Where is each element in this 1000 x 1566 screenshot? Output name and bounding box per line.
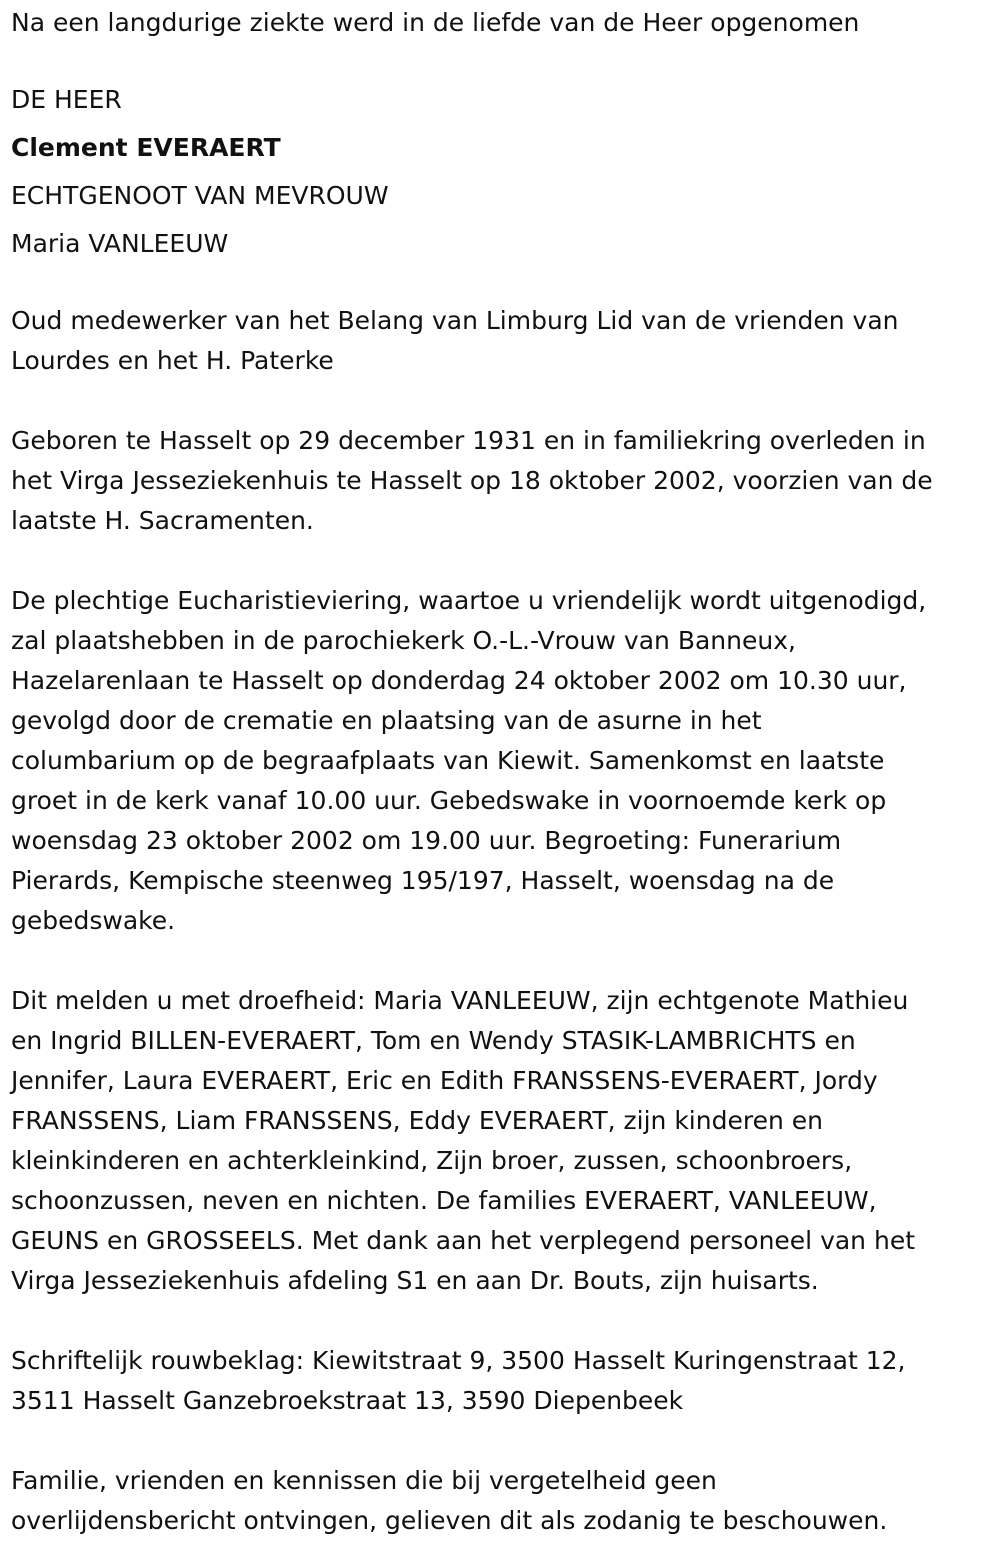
paragraph-line: Lourdes en het H. Paterke [11,346,334,375]
paragraph-line: Virga Jesseziekenhuis afdeling S1 en aan Dr. Bouts, zijn huisarts. [11,1266,819,1295]
affiliation-paragraph [11,301,1000,381]
paragraph-line: Hazelarenlaan te Hasselt op donderdag 24 oktober 2002 om 10.30 uur, [11,666,907,695]
paragraph-line: gevolgd door de crematie en plaatsing van de asurne in het [11,706,762,735]
paragraph-line: overlijdensbericht ontvingen, gelieven dit als zodanig te beschouwen. [11,1506,888,1535]
spouse-label: ECHTGENOOT VAN MEVROUW [11,181,389,210]
spacer [11,381,1000,421]
paragraph-line: Familie, vrienden en kennissen die bij vergetelheid geen [11,1466,717,1495]
intro-line: Na een langdurige ziekte werd in de liefde van de Heer opgenomen [11,8,860,37]
spacer [11,268,1000,301]
paragraph-line: Jennifer, Laura EVERAERT, Eric en Edith FRANSSENS-EVERAERT, Jordy [11,1066,878,1095]
paragraph-line: De plechtige Eucharistieviering, waartoe u vriendelijk wordt uitgenodigd, [11,586,927,615]
paragraph-line: Oud medewerker van het Belang van Limburg Lid van de vrienden van [11,306,899,335]
paragraph-line: Pierards, Kempische steenweg 195/197, Hasselt, woensdag na de [11,866,835,895]
paragraph-line: GEUNS en GROSSEELS. Met dank aan het verplegend personeel van het [11,1226,916,1255]
spacer [11,1421,1000,1461]
spouse-name: Maria VANLEEUW [11,229,229,258]
paragraph-line: kleinkinderen en achterkleinkind, Zijn broer, zussen, schoonbroers, [11,1146,853,1175]
deceased-name: Clement EVERAERT [11,133,281,162]
family-paragraph [11,981,1000,1301]
paragraph-line: zal plaatshebben in de parochiekerk O.-L.-Vrouw van Banneux, [11,626,796,655]
spacer [11,541,1000,581]
paragraph-line: gebedswake. [11,906,176,935]
paragraph-line: en Ingrid BILLEN-EVERAERT, Tom en Wendy STASIK-LAMBRICHTS en [11,1026,856,1055]
honorific: DE HEER [11,85,122,114]
spacer [11,1301,1000,1341]
closing-paragraph [11,1461,1000,1541]
paragraph-line: FRANSSENS, Liam FRANSSENS, Eddy EVERAERT, zijn kinderen en [11,1106,823,1135]
paragraph-line: het Virga Jesseziekenhuis te Hasselt op 18 oktober 2002, voorzien van de [11,466,933,495]
paragraph-line: groet in de kerk vanaf 10.00 uur. Gebedswake in voornoemde kerk op [11,786,887,815]
condolences-paragraph [11,1341,1000,1421]
paragraph-line: Geboren te Hasselt op 29 december 1931 en in familiekring overleden in [11,426,926,455]
paragraph-line: woensdag 23 oktober 2002 om 19.00 uur. Begroeting: Funerarium [11,826,842,855]
paragraph-line: 3511 Hasselt Ganzebroekstraat 13, 3590 Diepenbeek [11,1386,684,1415]
spacer [11,43,1000,76]
paragraph-line: Dit melden u met droefheid: Maria VANLEEUW, zijn echtgenote Mathieu [11,986,909,1015]
spacer [11,941,1000,981]
ceremony-paragraph [11,581,1000,941]
paragraph-line: schoonzussen, neven en nichten. De families EVERAERT, VANLEEUW, [11,1186,877,1215]
paragraph-line: columbarium op de begraafplaats van Kiewit. Samenkomst en laatste [11,746,885,775]
birth-death-paragraph [11,421,1000,541]
paragraph-line: laatste H. Sacramenten. [11,506,314,535]
paragraph-line: Schriftelijk rouwbeklag: Kiewitstraat 9, 3500 Hasselt Kuringenstraat 12, [11,1346,906,1375]
